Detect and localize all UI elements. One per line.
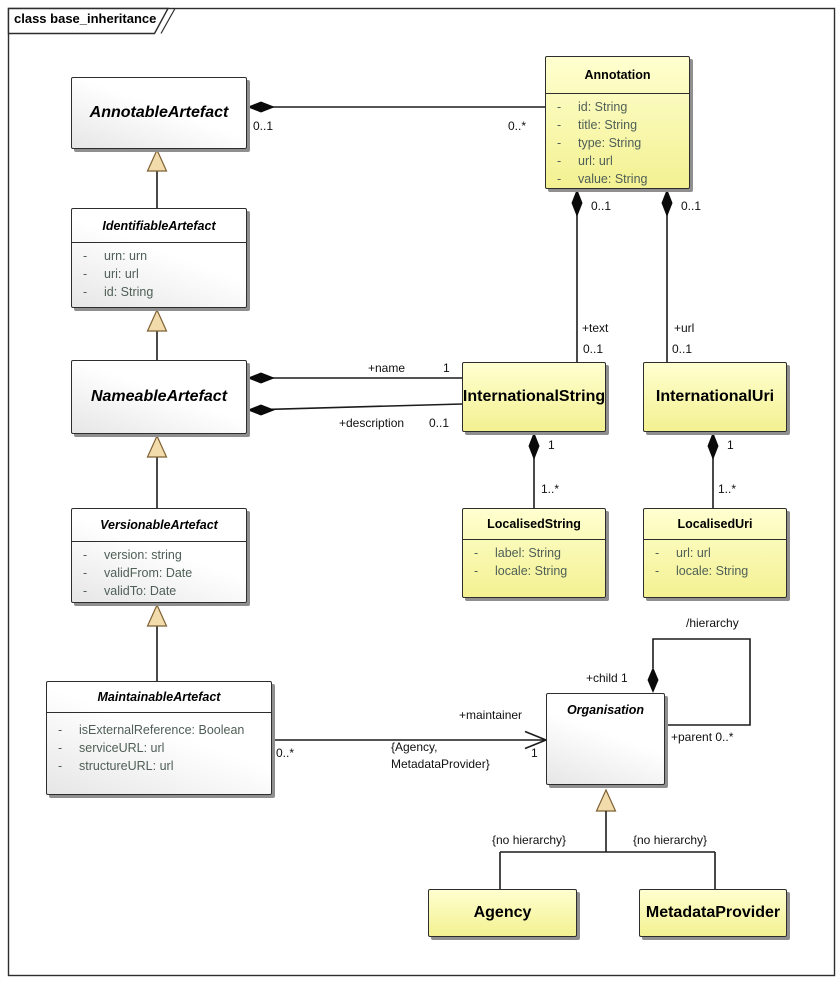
visibility-symbol: - [557, 136, 562, 150]
generalization-triangle-icon [597, 790, 616, 811]
class-title-compartment [72, 509, 246, 541]
association-description [247, 404, 462, 410]
role-label-maintainer: +maintainer [459, 708, 523, 722]
composition-diamond-icon [572, 189, 583, 217]
attributes-compartment [546, 93, 689, 188]
attribute-text: value: String [578, 172, 648, 186]
attribute-text: version: string [104, 548, 182, 562]
multiplicity-label: 1 [531, 746, 538, 760]
attribute-row [72, 546, 246, 564]
attribute-row [72, 564, 246, 582]
role-label-text: +text [582, 321, 609, 335]
composition-diamond-icon [247, 102, 275, 113]
role-label-name: +name [368, 361, 406, 375]
attribute-row [47, 739, 271, 757]
class-name: VersionableArtefact [100, 518, 218, 532]
visibility-symbol: - [58, 741, 63, 755]
constraint-label: {no hierarchy} [492, 833, 567, 847]
class-identifiable-artefact[interactable] [71, 208, 247, 308]
attributes-compartment [47, 712, 271, 775]
composition-diamond-icon [708, 432, 719, 460]
attribute-row [644, 562, 786, 580]
generalization-triangle-icon [148, 436, 167, 457]
association-hierarchy-loop [653, 639, 750, 725]
class-title-compartment [47, 682, 271, 712]
constraint-label: {no hierarchy} [633, 833, 708, 847]
class-name: InternationalUri [655, 388, 775, 405]
attribute-text: locale: String [495, 564, 568, 578]
attribute-row [72, 582, 246, 600]
composition-diamond-icon [529, 432, 540, 460]
visibility-symbol: - [557, 154, 562, 168]
class-name: InternationalString [462, 388, 606, 405]
association-name-hierarchy: /hierarchy [686, 616, 739, 630]
class-localised-string[interactable] [462, 508, 606, 598]
class-title-compartment [644, 509, 786, 539]
generalization-triangle-icon [148, 310, 167, 331]
frame-border [9, 9, 835, 976]
multiplicity-label: 0..1 [253, 119, 274, 133]
attribute-text: validTo: Date [104, 584, 177, 598]
class-agency[interactable] [428, 889, 577, 937]
attribute-text: label: String [495, 546, 562, 560]
composition-diamond-icon [247, 405, 275, 416]
attributes-compartment [644, 539, 786, 580]
visibility-symbol: - [655, 564, 660, 578]
attribute-row [546, 116, 689, 134]
visibility-symbol: - [83, 584, 88, 598]
multiplicity-label: 0..1 [672, 342, 693, 356]
attribute-row [546, 134, 689, 152]
attribute-row [72, 247, 246, 265]
composition-diamond-icon [648, 667, 659, 693]
multiplicity-label: 0..1 [583, 342, 604, 356]
attribute-text: urn: urn [104, 249, 148, 263]
class-international-uri[interactable] [643, 362, 787, 432]
multiplicity-label: 0..1 [591, 199, 612, 213]
multiplicity-label: 1..* [541, 482, 560, 496]
role-label-child: +child 1 [586, 671, 628, 685]
class-name: Annotation [584, 68, 651, 82]
composition-diamond-icon [247, 373, 275, 384]
multiplicity-label: 0..* [508, 119, 527, 133]
generalization-triangle-icon [148, 150, 167, 171]
class-name: LocalisedString [487, 517, 581, 531]
class-name: Organisation [566, 703, 645, 717]
constraint-label: MetadataProvider} [391, 757, 490, 771]
constraint-label: {Agency, [391, 740, 438, 754]
class-annotable-artefact[interactable] [71, 77, 247, 149]
attribute-text: type: String [578, 136, 642, 150]
visibility-symbol: - [474, 546, 479, 560]
attribute-row [463, 544, 605, 562]
visibility-symbol: - [655, 546, 660, 560]
class-name: MaintainableArtefact [97, 690, 221, 704]
attribute-text: isExternalReference: Boolean [79, 723, 245, 737]
attribute-text: structureURL: url [79, 759, 174, 773]
attributes-compartment [463, 539, 605, 580]
generalization-triangle-icon [148, 605, 167, 626]
visibility-symbol: - [557, 172, 562, 186]
attribute-row [47, 757, 271, 775]
attribute-text: id: String [578, 100, 628, 114]
class-title-compartment [546, 57, 689, 93]
visibility-symbol: - [557, 118, 562, 132]
attribute-row [72, 265, 246, 283]
visibility-symbol: - [557, 100, 562, 114]
multiplicity-label: 0..* [276, 746, 295, 760]
role-label-parent: +parent 0..* [671, 730, 734, 744]
class-annotation[interactable] [545, 56, 690, 189]
class-name: MetadataProvider [645, 904, 781, 921]
multiplicity-label: 1 [548, 438, 555, 452]
attribute-text: title: String [578, 118, 638, 132]
multiplicity-label: 1..* [718, 482, 737, 496]
composition-diamond-icon [662, 189, 673, 217]
visibility-symbol: - [474, 564, 479, 578]
class-maintainable-artefact[interactable] [46, 681, 272, 795]
class-title-compartment [72, 209, 246, 242]
visibility-symbol: - [83, 267, 88, 281]
visibility-symbol: - [58, 723, 63, 737]
attribute-row [546, 98, 689, 116]
attribute-text: url: url [676, 546, 711, 560]
class-international-string[interactable] [462, 362, 606, 432]
class-versionable-artefact[interactable] [71, 508, 247, 603]
attribute-text: url: url [578, 154, 613, 168]
attributes-compartment [72, 541, 246, 600]
attributes-compartment [72, 242, 246, 301]
visibility-symbol: - [83, 249, 88, 263]
attribute-text: validFrom: Date [104, 566, 193, 580]
attribute-row [47, 721, 271, 739]
attribute-text: uri: url [104, 267, 139, 281]
multiplicity-label: 1 [727, 438, 734, 452]
class-metadata-provider[interactable] [639, 889, 787, 937]
attribute-row [72, 283, 246, 301]
visibility-symbol: - [58, 759, 63, 773]
attribute-text: locale: String [676, 564, 749, 578]
class-organisation[interactable] [546, 693, 665, 785]
class-name: LocalisedUri [677, 517, 753, 531]
role-label-description: +description [339, 416, 405, 430]
visibility-symbol: - [83, 285, 88, 299]
attribute-text: id: String [104, 285, 154, 299]
class-name: AnnotableArtefact [89, 104, 229, 121]
multiplicity-label: 0..1 [429, 416, 450, 430]
class-name: Agency [473, 904, 532, 921]
class-name: IdentifiableArtefact [102, 218, 216, 233]
attribute-row [463, 562, 605, 580]
attribute-text: serviceURL: url [79, 741, 165, 755]
multiplicity-label: 0..1 [681, 199, 702, 213]
multiplicity-label: 1 [443, 361, 450, 375]
class-name: NameableArtefact [90, 388, 228, 405]
class-nameable-artefact[interactable] [71, 360, 247, 434]
diagram-frame-title: class base_inheritance [14, 11, 157, 26]
role-label-url: +url [674, 321, 695, 335]
visibility-symbol: - [83, 566, 88, 580]
attribute-row [644, 544, 786, 562]
attribute-row [546, 170, 689, 188]
attribute-row [546, 152, 689, 170]
visibility-symbol: - [83, 548, 88, 562]
class-localised-uri[interactable] [643, 508, 787, 598]
class-title-compartment [463, 509, 605, 539]
